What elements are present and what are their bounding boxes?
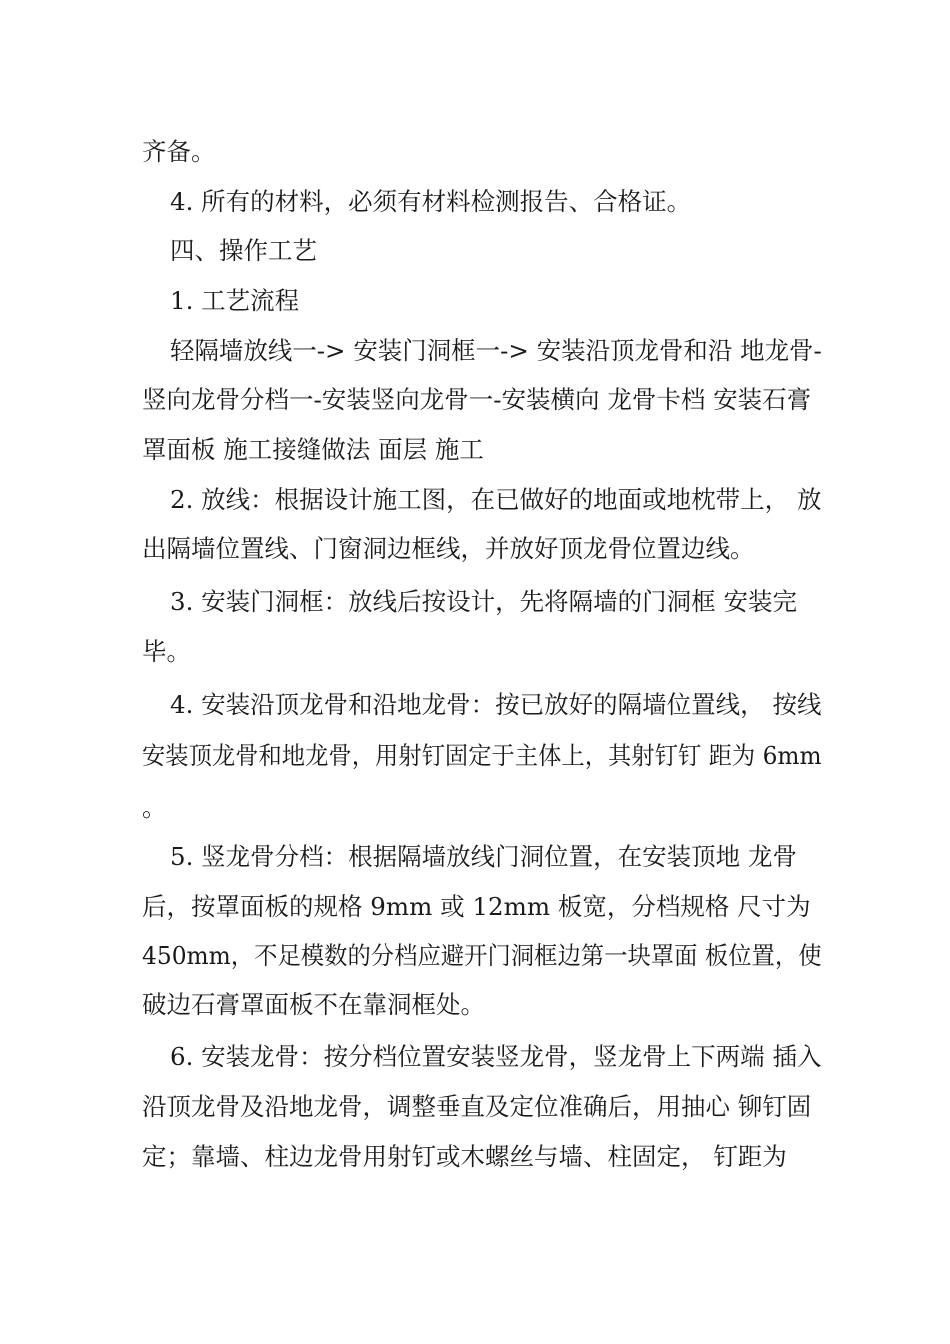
text-line: 。 [142, 793, 167, 822]
text-line: 竖向龙骨分档一-安装竖向龙骨一-安装横向 龙骨卡档 安装石膏 [142, 385, 812, 414]
text-line: 罩面板 施工接缝做法 面层 施工 [142, 435, 484, 464]
text-line: 5. 竖龙骨分档：根据隔墙放线门洞位置，在安装顶地 龙骨 [170, 842, 797, 871]
text-line: 4. 安装沿顶龙骨和沿地龙骨：按已放好的隔墙位置线， 按线 [170, 690, 822, 719]
text-line: 450mm，不足模数的分档应避开门洞框边第一块罩面 板位置，使 [142, 941, 822, 970]
text-line: 四、操作工艺 [170, 236, 317, 265]
text-line: 出隔墙位置线、门窗洞边框线，并放好顶龙骨位置边线。 [142, 534, 755, 563]
text-line: 定；靠墙、柱边龙骨用射钉或木螺丝与墙、柱固定， 钉距为 [142, 1142, 787, 1171]
text-line: 毕。 [142, 637, 191, 666]
text-line: 1. 工艺流程 [170, 286, 300, 315]
text-line: 轻隔墙放线一-> 安装门洞框一-> 安装沿顶龙骨和沿 地龙骨- [170, 336, 822, 365]
text-line: 4. 所有的材料，必须有材料检测报告、合格证。 [170, 187, 692, 216]
text-line: 3. 安装门洞框：放线后按设计，先将隔墙的门洞框 安装完 [170, 587, 797, 616]
text-line: 破边石膏罩面板不在靠洞框处。 [142, 990, 485, 1019]
text-line: 齐备。 [142, 137, 216, 166]
text-line: 后，按罩面板的规格 9mm 或 12mm 板宽，分档规格 尺寸为 [142, 892, 811, 921]
text-line: 安装顶龙骨和地龙骨，用射钉固定于主体上，其射钉钉 距为 6mm [142, 741, 822, 770]
text-line: 6. 安装龙骨：按分档位置安装竖龙骨，竖龙骨上下两端 插入 [170, 1042, 822, 1071]
text-line: 沿顶龙骨及沿地龙骨，调整垂直及定位准确后，用抽心 铆钉固 [142, 1092, 812, 1121]
text-line: 2. 放线：根据设计施工图，在已做好的地面或地枕带上， 放 [170, 485, 822, 514]
